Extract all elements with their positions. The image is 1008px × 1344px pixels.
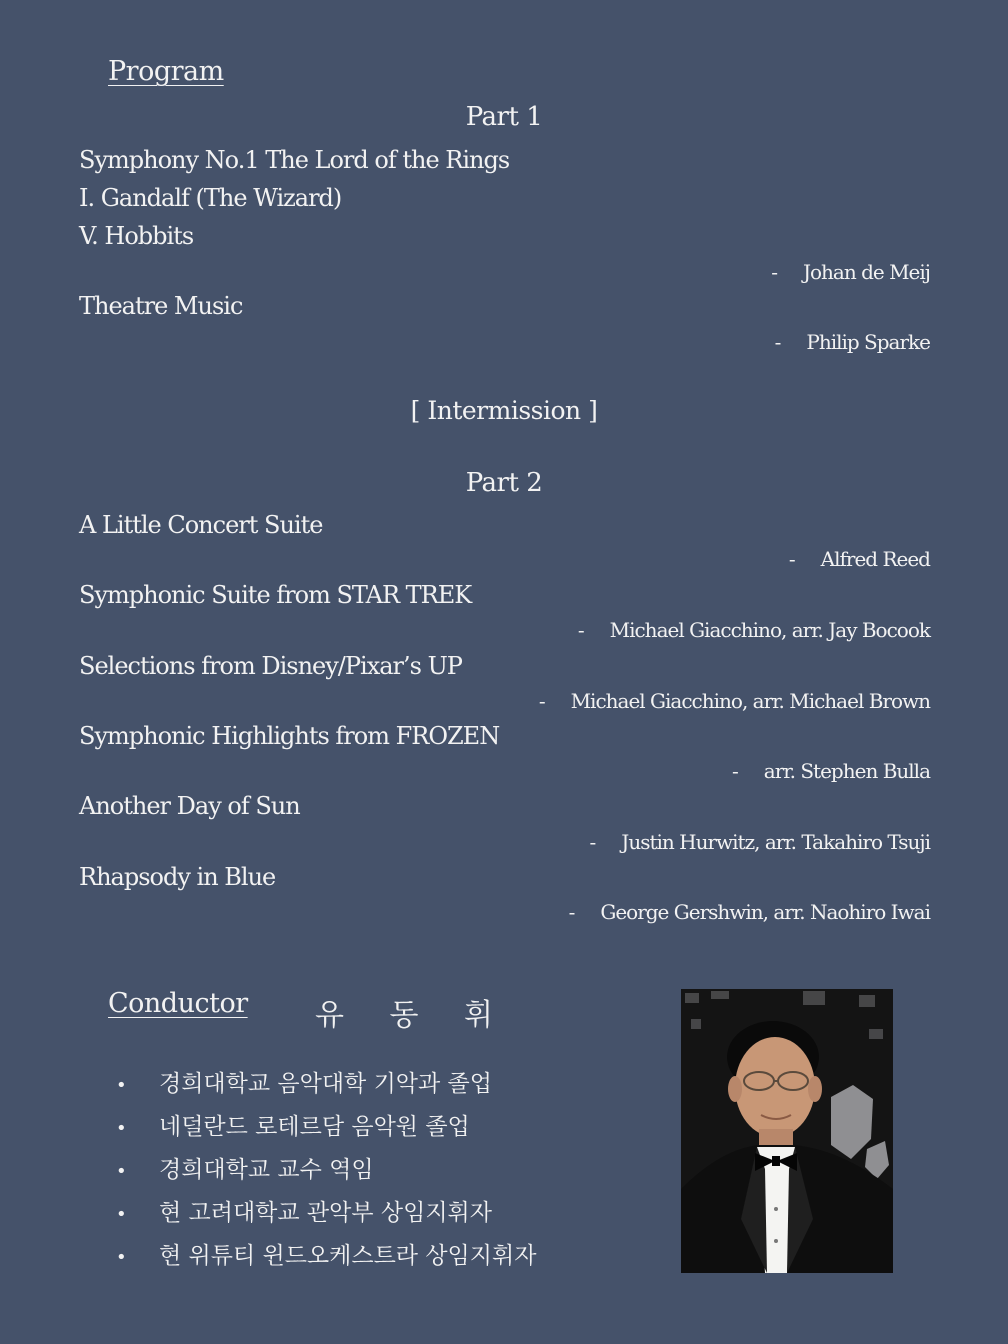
conductor-heading: Conductor — [108, 988, 248, 1019]
bio-text: 경희대학교 교수 역임 — [159, 1157, 374, 1183]
dash-glyph: - — [771, 260, 777, 284]
piece-title: Symphonic Suite from STAR TREK — [79, 581, 472, 609]
dash-glyph: - — [568, 900, 575, 924]
composer-name: Justin Hurwitz, arr. Takahiro Tsuji — [621, 830, 930, 854]
composer-name: George Gershwin, arr. Naohiro Iwai — [600, 900, 930, 924]
conductor-name: 유 동 휘 — [315, 998, 512, 1033]
part1-heading: Part 1 — [465, 102, 543, 132]
piece-movement: I. Gandalf (The Wizard) — [79, 184, 342, 212]
composer-name: Michael Giacchino, arr. Jay Bocook — [609, 618, 930, 642]
composer-name: Johan de Meij — [802, 260, 930, 284]
composer-name: Michael Giacchino, arr. Michael Brown — [570, 689, 930, 713]
piece-title: Theatre Music — [79, 292, 243, 320]
composer-credit — [771, 260, 930, 284]
composer-name: Philip Sparke — [806, 330, 930, 354]
composer-credit — [578, 618, 930, 642]
dash-glyph: - — [577, 618, 584, 642]
composer-credit — [732, 759, 930, 783]
intermission-label: [ Intermission ] — [410, 396, 598, 425]
program-heading: Program — [108, 56, 224, 87]
piece-movement: V. Hobbits — [79, 222, 194, 250]
bullet-glyph: • — [116, 1161, 127, 1182]
bio-text: 현 위튜티 윈드오케스트라 상임지휘자 — [159, 1243, 537, 1269]
bullet-glyph: • — [116, 1247, 127, 1268]
piece-title: Symphony No.1 The Lord of the Rings — [79, 146, 510, 174]
composer-name: Alfred Reed — [820, 547, 930, 571]
dash-glyph: - — [732, 759, 738, 783]
bio-item — [116, 1107, 536, 1150]
composer-credit — [569, 900, 930, 924]
piece-title: Another Day of Sun — [79, 792, 300, 820]
bullet-glyph: • — [116, 1204, 127, 1225]
bio-text: 네덜란드 로테르담 음악원 졸업 — [159, 1114, 470, 1140]
dash-glyph: - — [774, 330, 781, 354]
bio-item — [116, 1236, 536, 1279]
piece-title: Symphonic Highlights from FROZEN — [79, 722, 500, 750]
bio-item — [116, 1150, 536, 1193]
piece-title: Rhapsody in Blue — [79, 863, 276, 891]
bio-item — [116, 1064, 536, 1107]
composer-credit — [775, 330, 930, 354]
bio-text: 경희대학교 음악대학 기악과 졸업 — [159, 1071, 492, 1097]
bio-item — [116, 1193, 536, 1236]
composer-name: arr. Stephen Bulla — [763, 759, 930, 783]
piece-title: Selections from Disney/Pixar’s UP — [79, 652, 462, 680]
composer-credit — [789, 547, 930, 571]
dash-glyph: - — [589, 830, 596, 854]
bullet-glyph: • — [116, 1075, 127, 1096]
composer-credit — [539, 689, 930, 713]
conductor-photo — [681, 989, 893, 1273]
piece-title: A Little Concert Suite — [79, 511, 323, 539]
composer-credit — [590, 830, 930, 854]
dash-glyph: - — [538, 689, 545, 713]
dash-glyph: - — [788, 547, 795, 571]
conductor-bio-list — [116, 1064, 536, 1279]
conductor-portrait-illustration — [681, 989, 893, 1273]
bio-text: 현 고려대학교 관악부 상임지휘자 — [159, 1200, 492, 1226]
bullet-glyph: • — [116, 1118, 127, 1139]
part2-heading: Part 2 — [465, 468, 543, 498]
